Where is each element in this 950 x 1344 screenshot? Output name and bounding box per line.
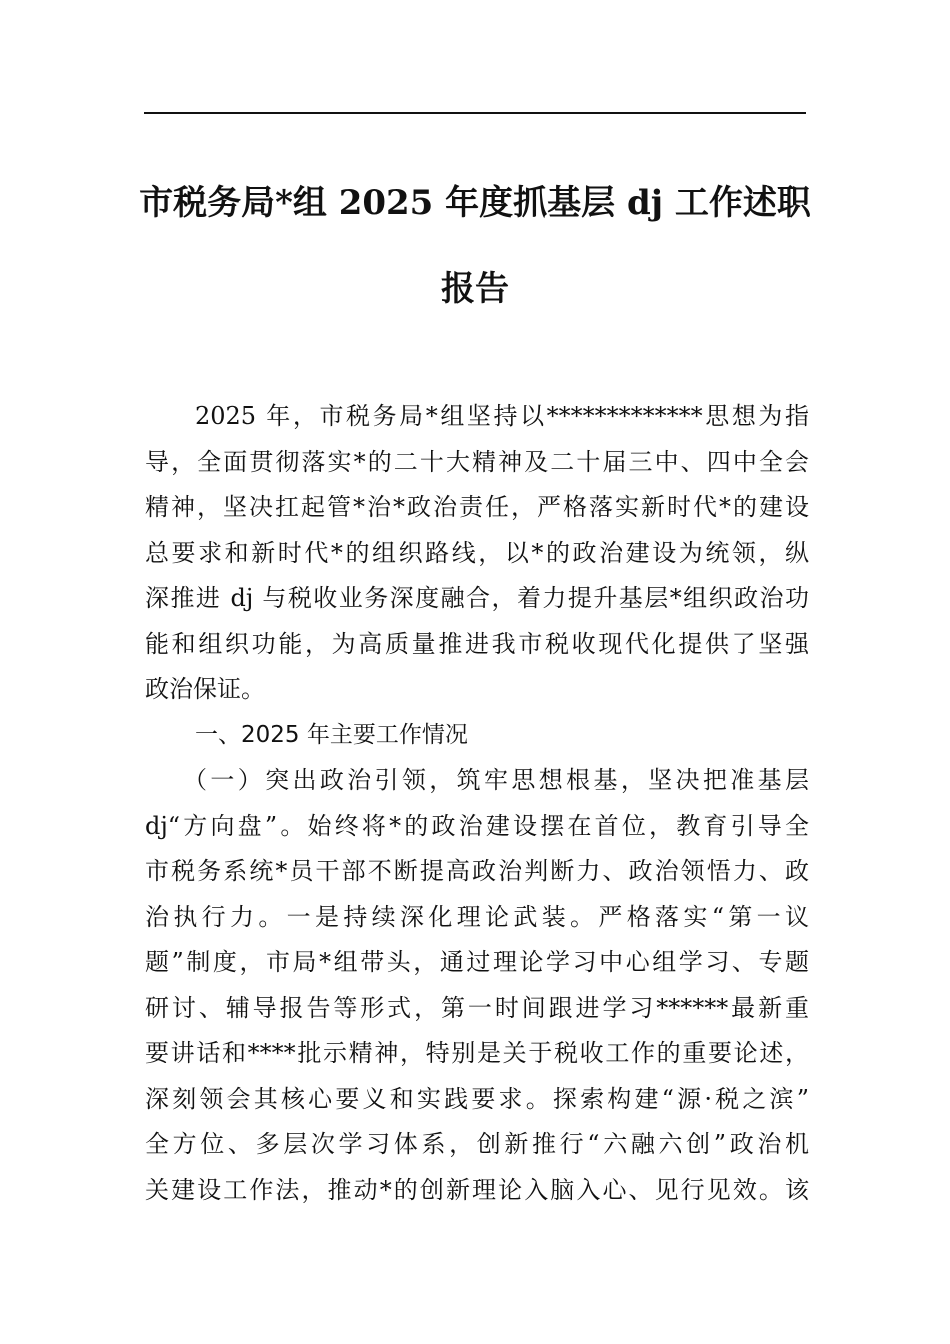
intro-line: 深推进 dj 与税收业务深度融合，着力提升基层*组织政治功	[145, 584, 809, 612]
section-line: 治执行力。一是持续深化理论武装。严格落实“第一议	[145, 902, 809, 931]
intro-line: 精神，坚决扛起管*治*政治责任，严格落实新时代*的建设	[145, 493, 809, 521]
section-heading: 一、2025 年主要工作情况	[195, 721, 468, 748]
header-rule	[144, 112, 806, 114]
title-line-1: 市税务局*组 2025 年度抓基层 dj 工作述职	[139, 183, 811, 223]
document-title	[120, 160, 830, 332]
intro-line: 总要求和新时代*的组织路线，以*的政治建设为统领，纵	[145, 538, 809, 567]
document-body	[145, 394, 809, 1213]
section-line: （一）突出政治引领，筑牢思想根基，坚决把准基层	[183, 766, 809, 794]
intro-line: 2025 年，市税务局*组坚持以*************思想为指	[195, 402, 809, 430]
section-line: 题”制度，市局*组带头，通过理论学习中心组学习、专题	[145, 948, 809, 976]
section-line: 研讨、辅导报告等形式，第一时间跟进学习******最新重	[145, 993, 809, 1022]
title-line-2: 报告	[441, 269, 509, 309]
intro-line: 政治保证。	[145, 675, 265, 703]
section-line: 要讲话和****批示精神，特别是关于税收工作的重要论述，	[145, 1039, 809, 1067]
intro-line: 导，全面贯彻落实*的二十大精神及二十届三中、四中全会	[145, 447, 809, 476]
section-line: 市税务系统*员干部不断提高政治判断力、政治领悟力、政	[145, 857, 809, 885]
section-line: 关建设工作法，推动*的创新理论入脑入心、见行见效。该	[145, 1175, 809, 1204]
section-line: dj“方向盘”。始终将*的政治建设摆在首位，教育引导全	[145, 811, 809, 840]
section-line: 全方位、多层次学习体系，创新推行“六融六创”政治机	[145, 1130, 809, 1158]
intro-line: 能和组织功能，为高质量推进我市税收现代化提供了坚强	[145, 629, 809, 658]
section-line: 深刻领会其核心要义和实践要求。探索构建“源·税之滨”	[145, 1084, 809, 1113]
